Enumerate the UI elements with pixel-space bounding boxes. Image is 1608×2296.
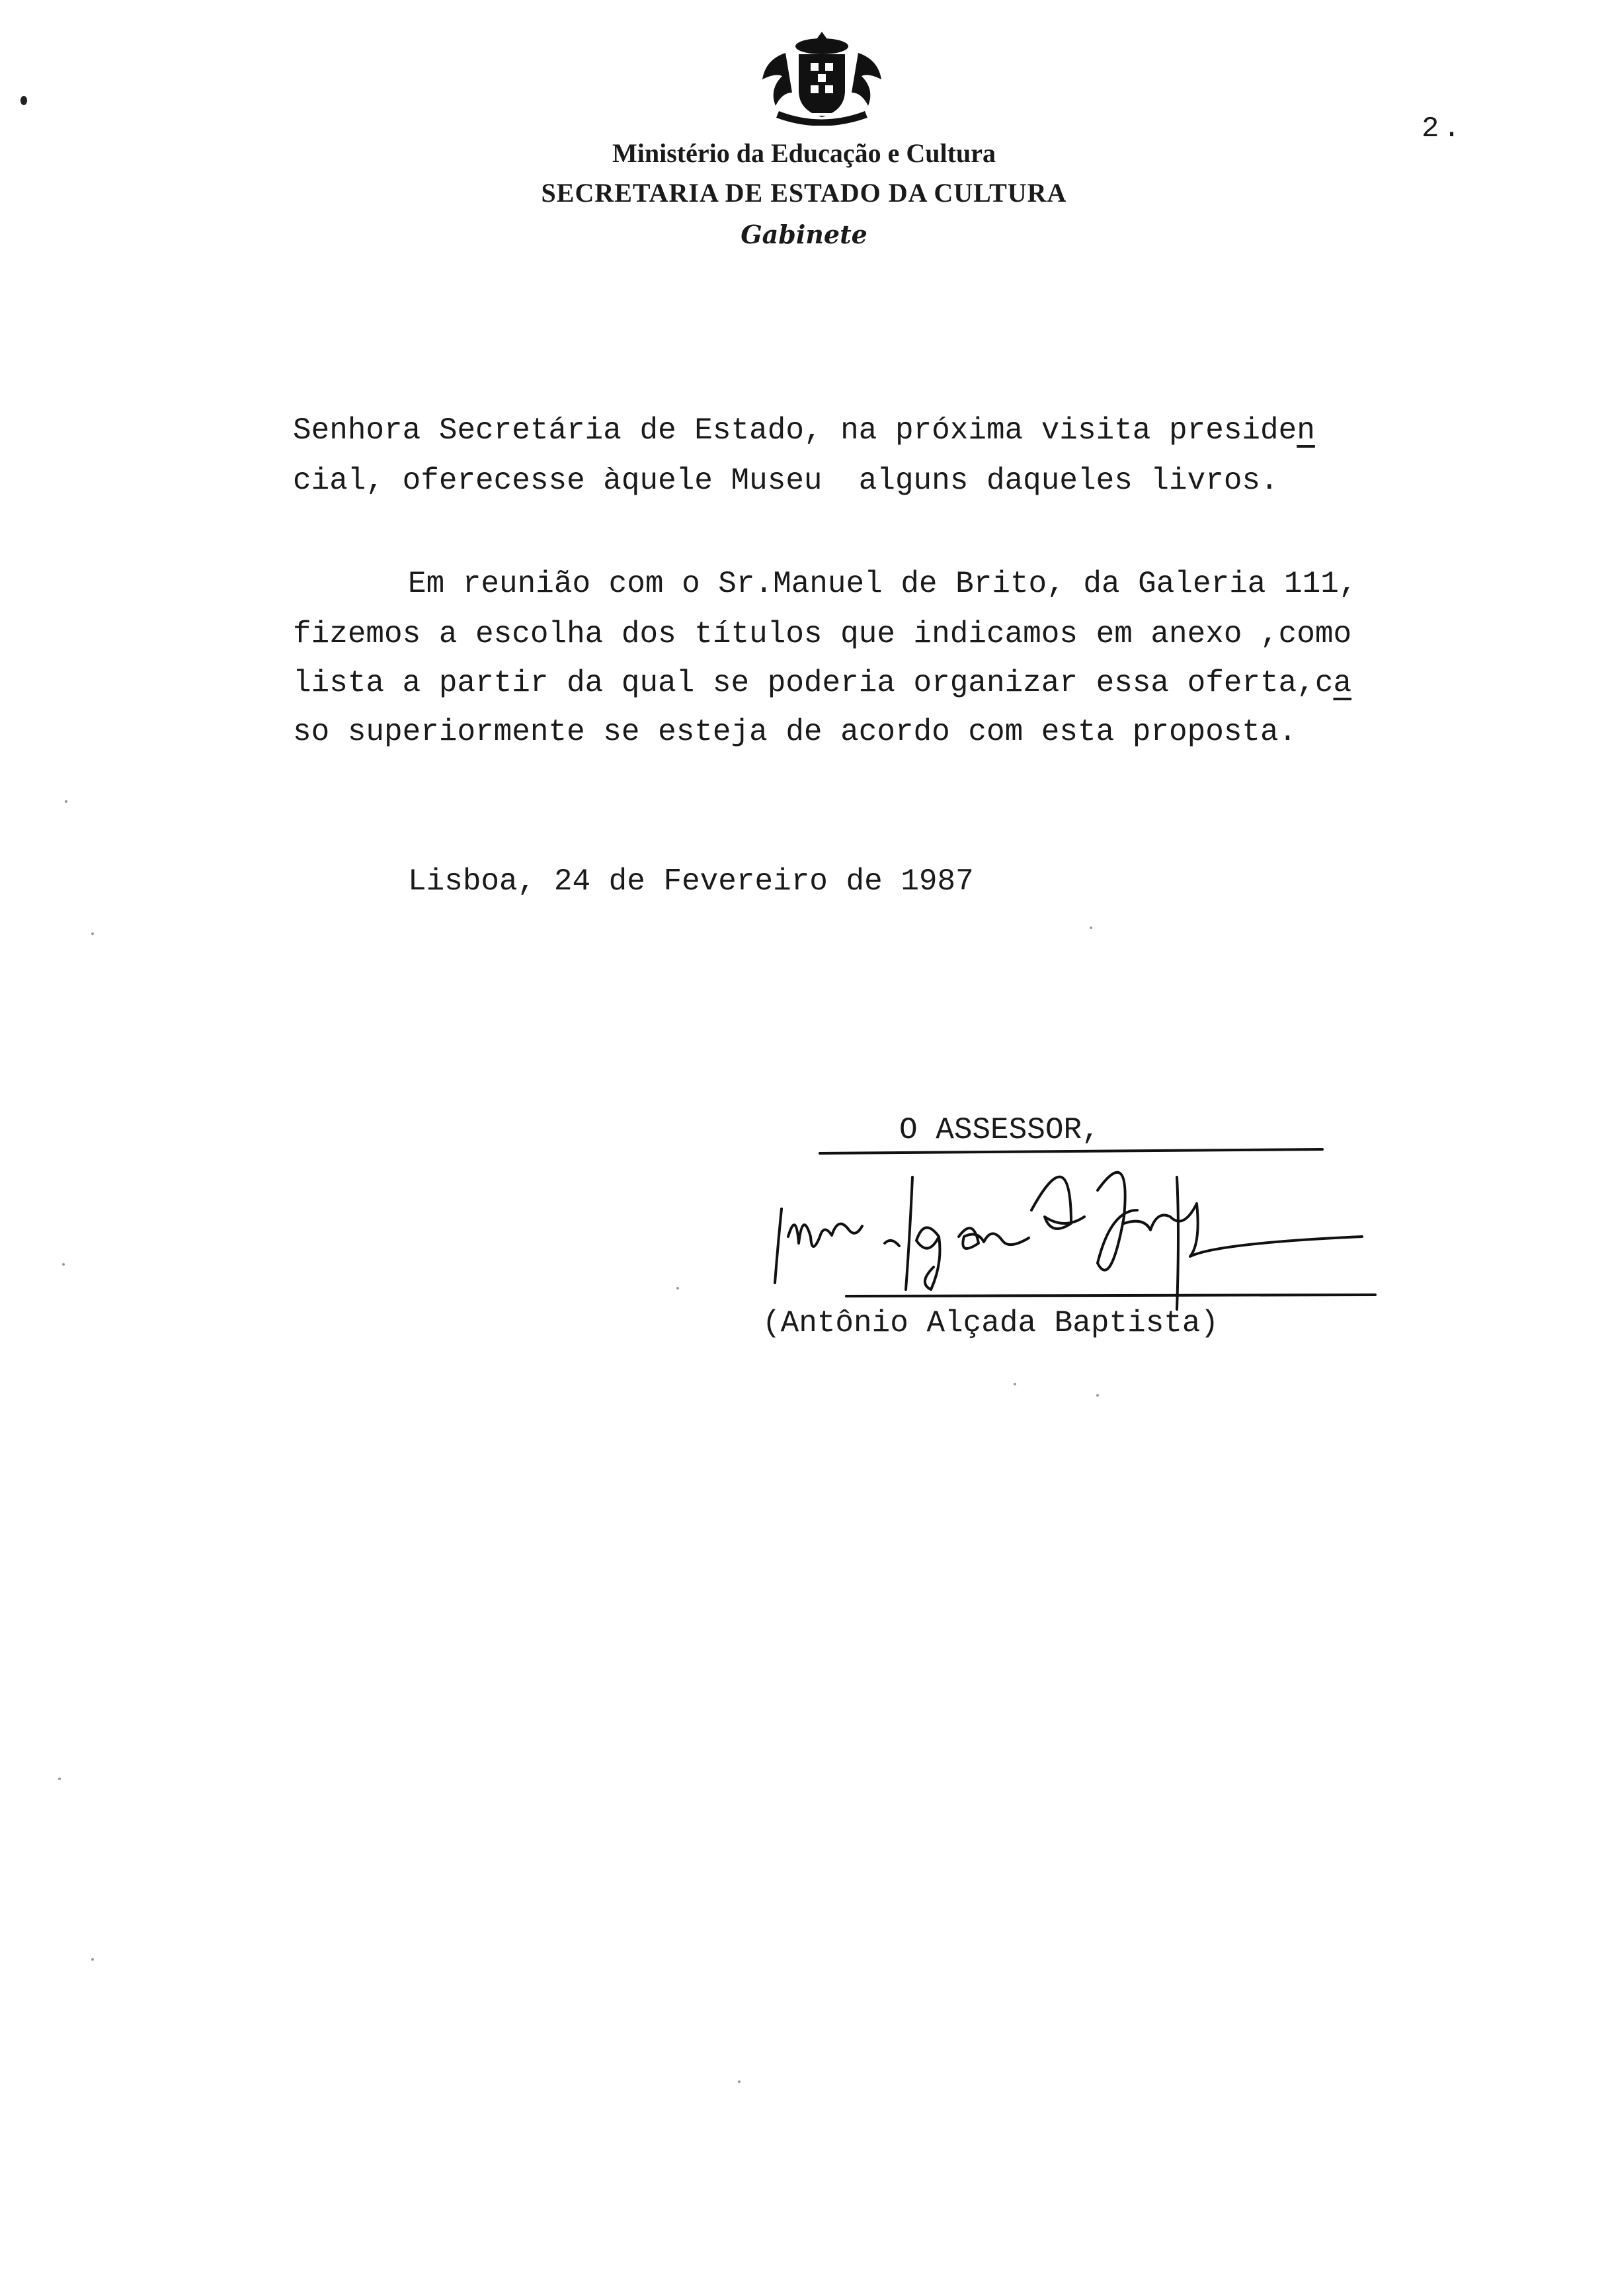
coat-of-arms-icon — [759, 26, 885, 126]
signatory-name: (Antônio Alçada Baptista) — [762, 1306, 1219, 1340]
body-text-underlined: n — [1297, 413, 1315, 448]
cabinet-label: Gabinete — [741, 220, 867, 249]
body-text: lista a partir da qual se poderia organizar essa oferta,c — [293, 666, 1334, 700]
body-line: cial, oferecesse àquele Museu alguns daqueles livros. — [293, 464, 1279, 498]
signatory-role: O ASSESSOR, — [899, 1113, 1100, 1147]
body-line: so superiormente se esteja de acordo com esta proposta. — [293, 715, 1297, 749]
body-line — [293, 668, 1351, 698]
body-line: fizemos a escolha dos títulos que indicamos em anexo ,como — [293, 617, 1352, 651]
date-line: Lisboa, 24 de Fevereiro de 1987 — [408, 864, 974, 899]
body-line — [293, 415, 1315, 446]
page-number: 2. — [1422, 112, 1465, 145]
body-line: Em reunião com o Sr.Manuel de Brito, da Galeria 111, — [408, 567, 1357, 601]
ministry-name: Ministério da Educação e Cultura — [612, 138, 996, 168]
body-text: Senhora Secretária de Estado, na próxima visita preside — [293, 413, 1297, 448]
body-text-underlined: a — [1333, 666, 1352, 700]
secretariat-name: SECRETARIA DE ESTADO DA CULTURA — [541, 178, 1067, 208]
